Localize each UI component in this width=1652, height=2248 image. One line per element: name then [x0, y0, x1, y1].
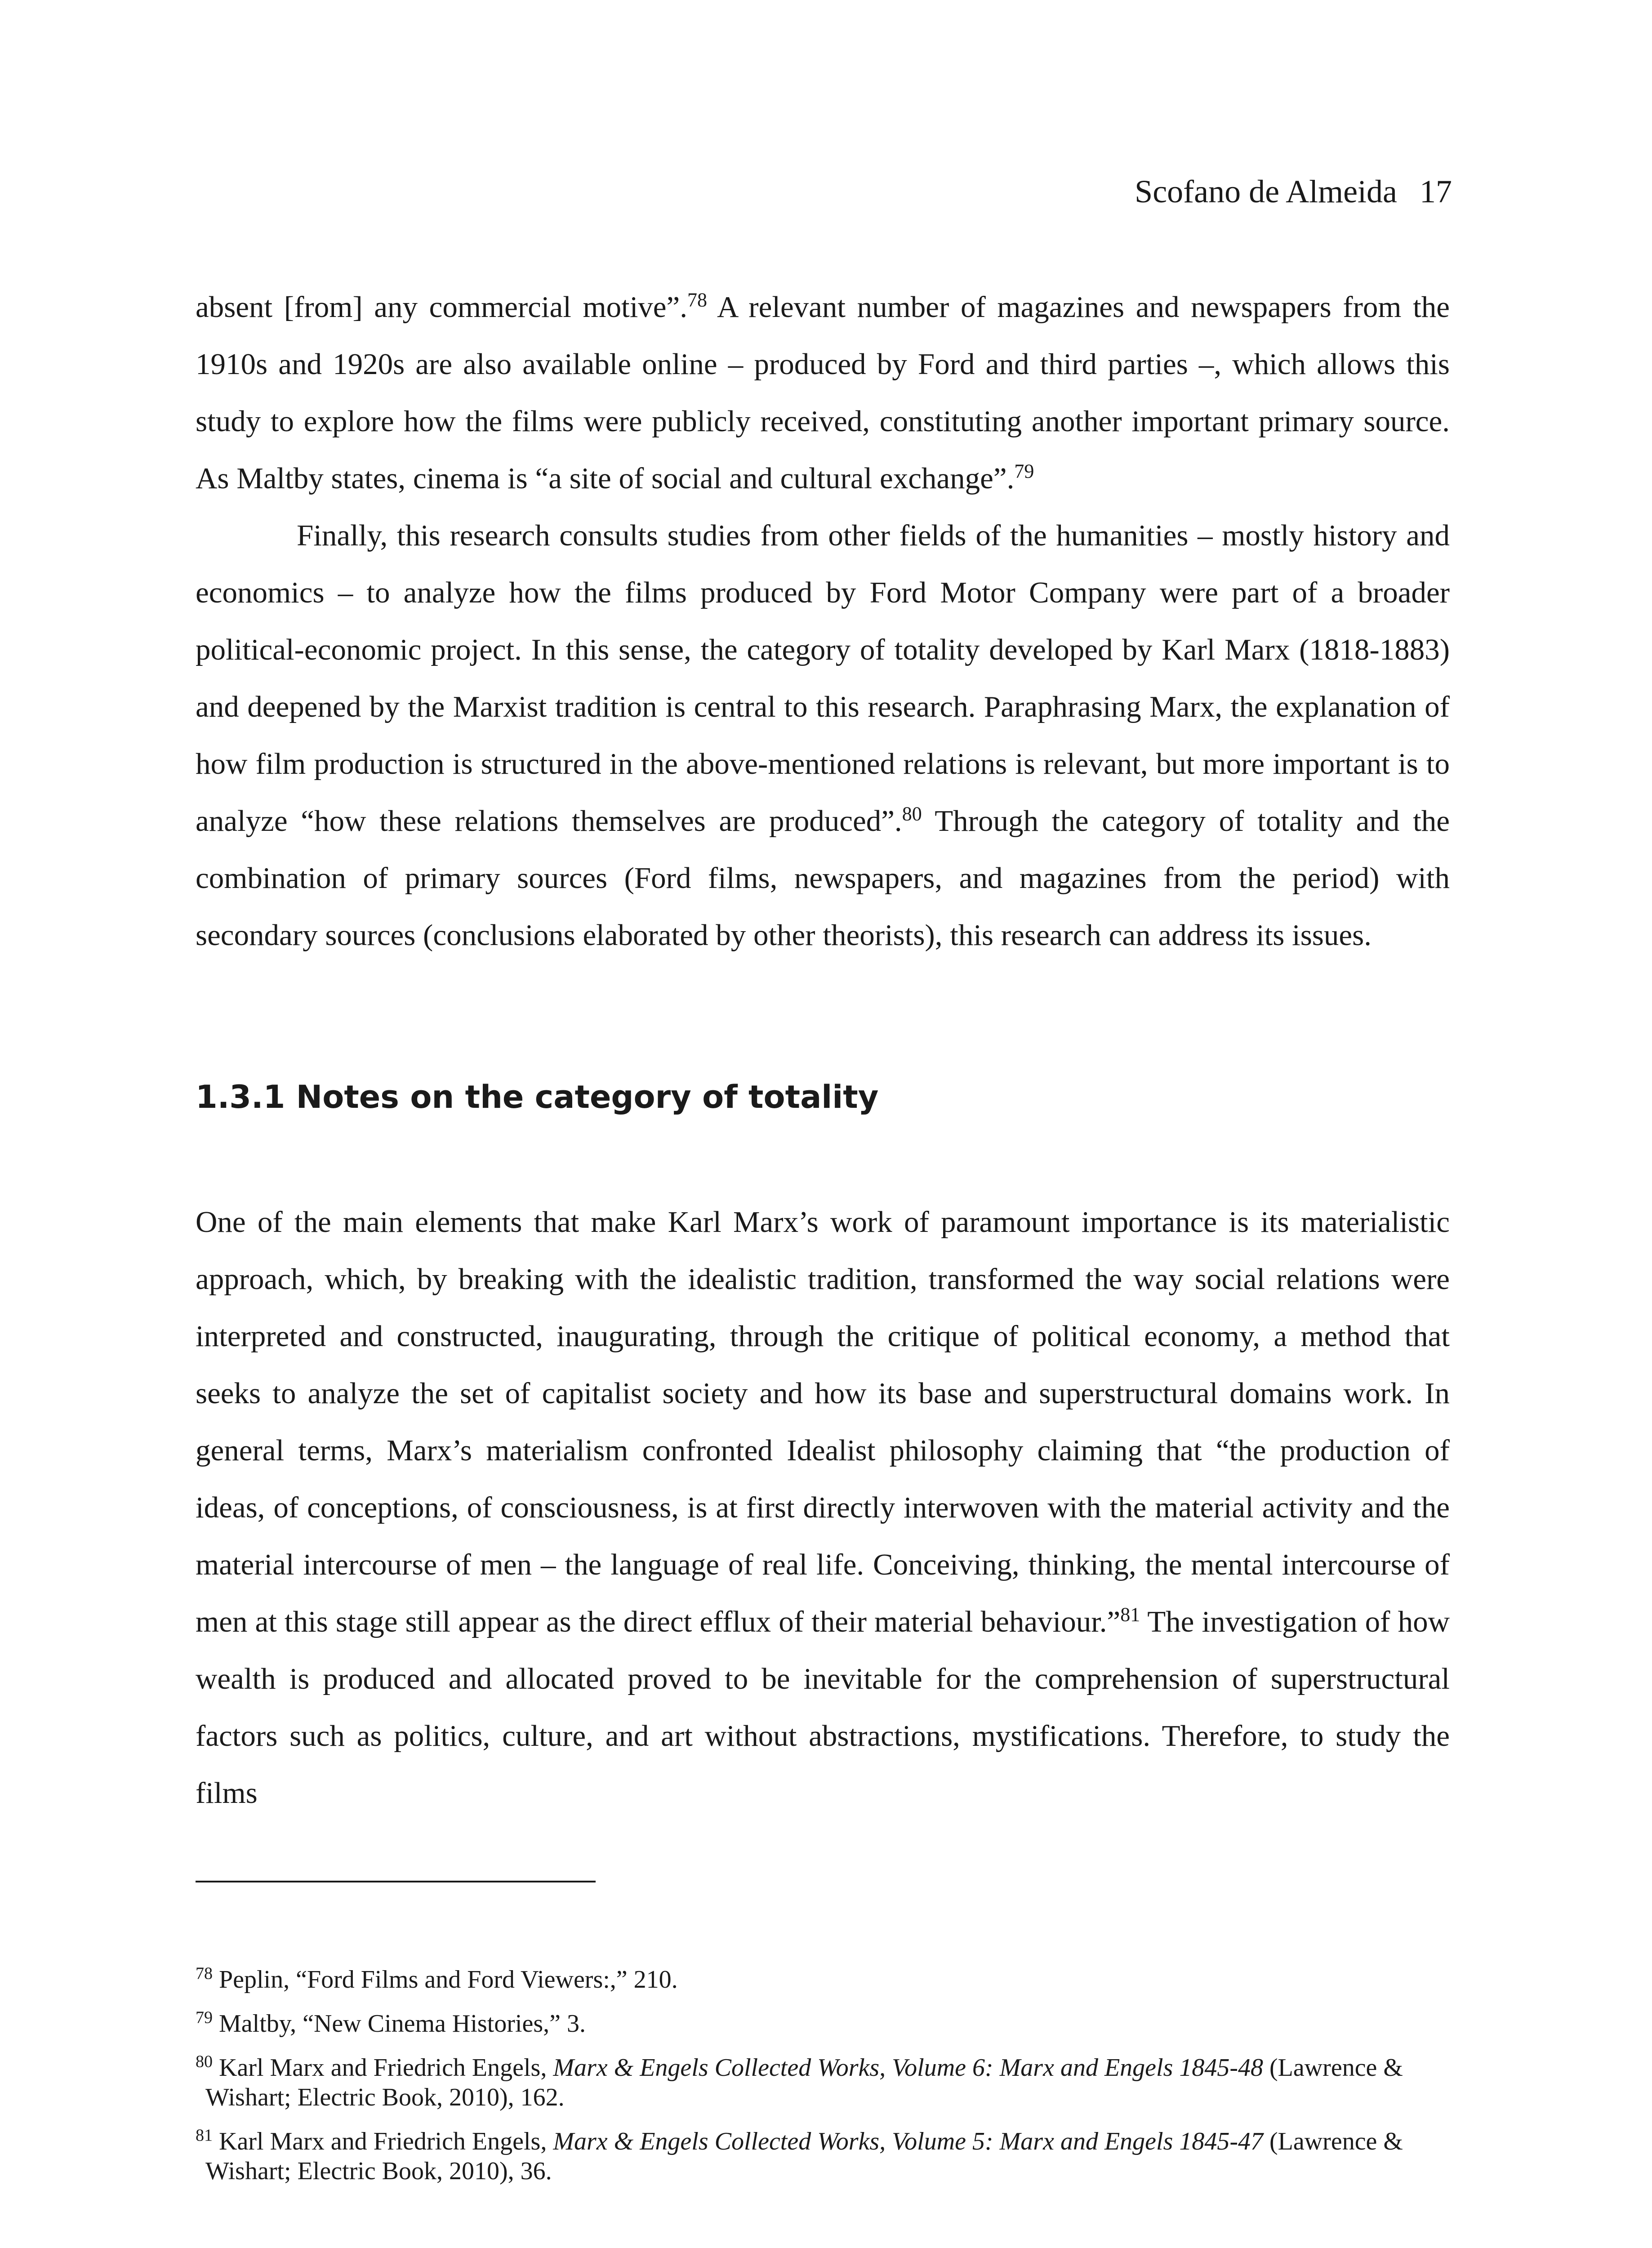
footnote: [196, 2009, 1450, 2038]
footnote-reference[interactable]: 79: [1014, 460, 1034, 482]
footnote-number: 80: [196, 2052, 213, 2071]
section-heading: 1.3.1 Notes on the category of totality: [196, 1079, 879, 1115]
paragraph-text: Through the category of totality and the combination of primary sources (Ford films, newspapers, and magazines from the period) with secondary sources (conclusions elaborated by other theorists), this research can address its issues.: [196, 804, 1450, 952]
page-number: 17: [1420, 174, 1452, 210]
footnote-number: 79: [196, 2008, 213, 2027]
paragraph: [196, 507, 1450, 964]
footnote: [196, 2053, 1450, 2112]
running-head: [1135, 175, 1452, 208]
footnote-text: Karl Marx and Friedrich Engels,: [213, 2054, 553, 2082]
paragraph: [196, 279, 1450, 507]
footnote: [196, 2127, 1450, 2186]
section-body-text: [196, 1194, 1450, 1822]
footnote-text: Karl Marx and Friedrich Engels,: [213, 2128, 553, 2155]
body-text: [196, 279, 1450, 964]
footnote-book-title: Marx & Engels Collected Works, Volume 6: Marx and Engels 1845-48: [553, 2054, 1264, 2082]
paragraph: [196, 1194, 1450, 1822]
paragraph-text: absent [from] any commercial motive”.: [196, 290, 688, 324]
running-head-author: Scofano de Almeida: [1135, 174, 1397, 210]
footnote-reference[interactable]: 80: [902, 803, 922, 825]
footnote-text: (Lawrence & Wishart; Electric Book, 2010), 36.: [205, 2128, 1403, 2185]
paragraph-text: Finally, this research consults studies from other fields of the humanities – mostly history and economics – to analyze how the films produced by Ford Motor Company were part of a broader political-economic project. In this sense, the category of totality developed by Karl Marx (1818-1883) and deepened by the Marxist tradition is central to this research. Paraphrasing Marx, the explanation of how film production is structured in the above-mentioned relations is relevant, but more important is to analyze “how these relations themselves are produced”.: [196, 519, 1450, 838]
footnote-separator: [196, 1881, 596, 1882]
footnote-text: Peplin, “Ford Films and Ford Viewers:,” 210.: [213, 1966, 678, 1994]
footnote-reference[interactable]: 78: [687, 289, 708, 311]
footnote-reference[interactable]: 81: [1120, 1603, 1140, 1626]
footnote-number: 81: [196, 2126, 213, 2145]
footnote-book-title: Marx & Engels Collected Works, Volume 5: Marx and Engels 1845-47: [553, 2128, 1264, 2155]
paragraph-text: A relevant number of magazines and newspapers from the 1910s and 1920s are also available online – produced by Ford and third parties –, which allows this study to explore how the films were publicly received, constituting another important primary source. As Maltby states, cinema is “a site of social and cultural exchange”.: [196, 290, 1450, 495]
footnote-text: (Lawrence & Wishart; Electric Book, 2010), 162.: [205, 2054, 1403, 2111]
footnote: [196, 1965, 1450, 1994]
footnotes: [196, 1965, 1450, 2200]
paragraph-text: One of the main elements that make Karl Marx’s work of paramount importance is its materialistic approach, which, by breaking with the idealistic tradition, transformed the way social relations were interpreted and constructed, inaugurating, through the critique of political economy, a method that seeks to analyze the set of capitalist society and how its base and superstructural domains work. In general terms, Marx’s materialism confronted Idealist philosophy claiming that “the production of ideas, of conceptions, of consciousness, is at first directly interwoven with the material activity and the material intercourse of men – the language of real life. Conceiving, thinking, the mental intercourse of men at this stage still appear as the direct efflux of their material behaviour.”: [196, 1205, 1450, 1638]
footnote-number: 78: [196, 1964, 213, 1983]
footnote-text: Maltby, “New Cinema Histories,” 3.: [213, 2010, 586, 2038]
paragraph-text: The investigation of how wealth is produced and allocated proved to be inevitable for the comprehension of superstructural factors such as politics, culture, and art without abstractions, mystifications. Therefore, to study the films: [196, 1605, 1450, 1810]
